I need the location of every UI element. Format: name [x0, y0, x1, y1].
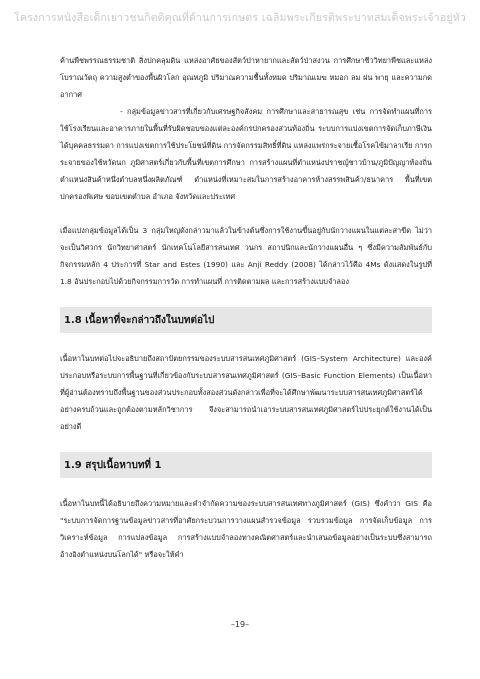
page-header: โครงการหนังสือเด็กเยาวชนกิตติคุณที่ด้านการเกษตร เฉลิมพระเกียรติพระบาทสมเด็จพระเจ้าอยู่หัว	[14, 12, 466, 24]
page-number: –19–	[230, 620, 250, 629]
section-heading-bar	[60, 452, 432, 478]
paragraph-environment-data: ค้านพืชพรรณธรรมชาติ สิ่งปกคลุมดิน แหล่งอาศัยของสัตว์ป่าหายากและสัตว์ป่าสงวน การศึกษาชีววิทยาพืชและแหล่งโบราณวัตถุ ความสูงต่ำของพื้นผิวโลก อุณหภูมิ ปริมาณความชื้นทั้งหมด ปริมาณเมฆ หมอก ลม ฝน พายุ และความกดอากาศ	[60, 56, 432, 99]
spacer	[60, 290, 432, 307]
page-content	[60, 52, 432, 563]
section-heading-bar	[60, 307, 432, 333]
spacer	[60, 478, 432, 495]
paragraph-socioeconomic-data: - กลุ่มข้อมูลข่าวสารที่เกี่ยวกับเศรษฐกิจสังคม การศึกษาและสาธารณสุข เช่น การจัดทำแผนที่การใช้โรงเรียนและอาคารภายในพื้นที่รับผิดชอบของแต่ละองค์กรปกครองส่วนท้องถิ่น ระบบการแบ่งเขตการจัดเก็บภาษีเงินได้บุคคลธรรมดา การแบ่งเขตการใช้ประโยชน์ที่ดิน การจัดกรรมสิทธิ์ที่ดิน แหล่งแพร่กระจายเชื้อโรคไข้มาลาเรีย การกระจายของใช้หวัดนก ภูมิศาสตร์เกี่ยวกับพื้นที่เขตการศึกษา การสร้างแผนที่ตำแหน่งปราชญ์ชาวบ้าน/ภูมิปัญญาท้องถิ่น ตำแหน่งสินค้าหนึ่งตำบลหนึ่งผลิตภัณฑ์ ตำแหน่งที่เหมาะสมในการสร้างอาคารห้างสรรพสินค้า/ธนาคาร พื้นที่เขตปกครองพิเศษ ขอบเขตตำบล อำเภอ จังหวัดและประเทศ	[60, 107, 432, 201]
spacer	[60, 435, 432, 452]
paragraph-data-groups: เมื่อแบ่งกลุ่มข้อมูลได้เป็น 3 กลุ่มใหญ่ดังกล่าวมาแล้วในข้างต้นซึ่งการใช้งานขึ้นอยู่กับนักวางแผนในแต่ละสาขีด ไม่ว่าจะเป็นวิศวกร นักวิทยาศาสตร์ นักเทคโนโลยีสารสนเทศ วนกร สถาปนิกและนักวางแผนอื่น ๆ ซึ่งมีความสัมพันธ์กับ กิจกรรมหลัก 4 ประการที่ Star and Estes (1990) และ Anji Reddy (2008) ได้กล่าวไว้คือ 4Ms ดังแสดงในรูปที่ 1.8 อันประกอบไปด้วยกิจกรรมการวัด การทำแผนที่ การติดตามผล และการสร้างแบบจำลอง	[60, 226, 432, 286]
paragraph-next-chapter: เนื้อหาในบทต่อไปจะอธิบายถึงสถาปัตยกรรมของระบบสารสนเทศภูมิศาสตร์ (GIS–System Architecture) และองค์ประกอบหรือระบบการพื้นฐานที่เกี่ยวข้องกับระบบสารสนเทศภูมิศาสตร์ (GIS–Basic Function Elements) เป็นเนื้อหาที่ผู้อ่านต้องทราบถึงพื้นฐานของส่วนประกอบทั้งสองส่วนดังกล่าวเพื่อที่จะได้ศึกษาพัฒนาระบบสารสนเทศภูมิศาสตร์ได้อย่างครบถ้วนและถูกต้องตามหลักวิชาการ จึงจะสามารถนำเอาระบบสารสนเทศภูมิศาสตร์ไปประยุกต์ใช้งานได้เป็นอย่างดี	[60, 354, 432, 431]
spacer	[60, 205, 432, 222]
spacer	[60, 333, 432, 350]
paragraph-chapter-summary: เนื้อหาในบทนี้ได้อธิบายถึงความหมายและคำจำกัดความของระบบสารสนเทศทางภูมิศาสตร์ (GIS) ซึ่งคำว่า GIS คือ "ระบบการจัดการฐานข้อมูลข่าวสารที่อาศัยกระบวนการวางแผนสำรวจข้อมูล รวบรวมข้อมูล การจัดเก็บข้อมูล การวิเคราะห์ข้อมูล การแปลงข้อมูล การสร้างแบบจำลองทางคณิตศาสตร์และนำเสนอข้อมูลอย่างเป็นระบบซึ่งสามารถอ้างอิงตำแหน่งบนโลกได้" หรือจะให้คำ	[60, 499, 432, 559]
section-title-1-8: 1.8 เนื้อหาที่จะกล่าวถึงในบทต่อไป	[64, 314, 215, 326]
section-title-1-9: 1.9 สรุปเนื้อหาบทที่ 1	[64, 459, 162, 471]
